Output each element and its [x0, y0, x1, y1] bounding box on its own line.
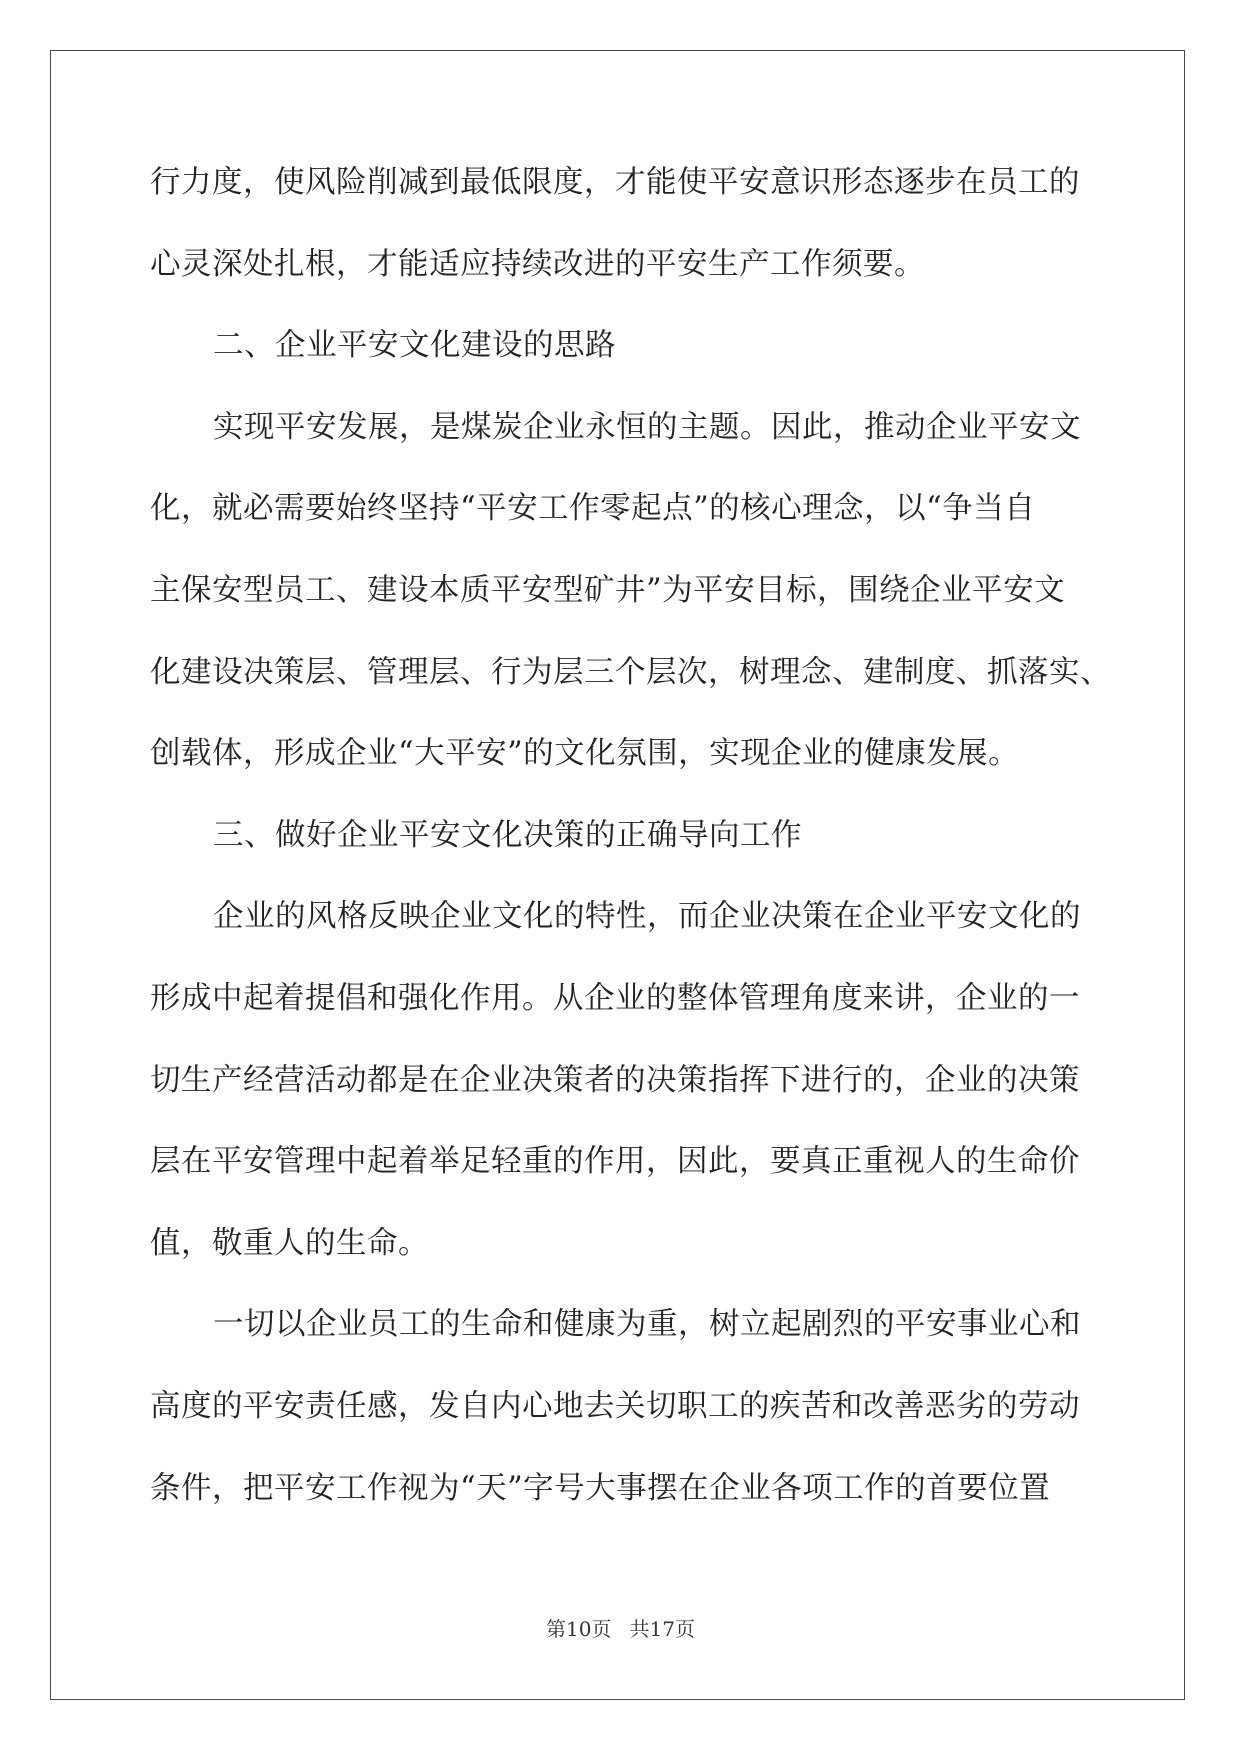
section-heading: 三、做好企业平安文化决策的正确导向工作 — [213, 817, 802, 853]
text-line: 实现平安发展，是煤炭企业永恒的主题。因此，推动企业平安文 — [213, 409, 1081, 445]
text-line: 一切以企业员工的生命和健康为重，树立起剧烈的平安事业心和 — [213, 1307, 1081, 1343]
text-line: 化建设决策层、管理层、行为层三个层次，树理念、建制度、抓落实、 — [150, 654, 1111, 690]
text-line: 层在平安管理中起着举足轻重的作用，因此，要真正重视人的生命价 — [150, 1144, 1080, 1180]
text-line: 创载体，形成企业“大平安”的文化氛围，实现企业的健康发展。 — [150, 736, 1020, 772]
text-line: 行力度，使风险削减到最低限度，才能使平安意识形态逐步在员工的 — [150, 165, 1080, 200]
document-body — [150, 158, 1111, 1545]
text-line: 切生产经营活动都是在企业决策者的决策指挥下进行的，企业的决策 — [150, 1062, 1080, 1098]
page-footer — [0, 1613, 1241, 1642]
text-line: 高度的平安责任感，发自内心地去关切职工的疾苦和改善恶劣的劳动 — [150, 1388, 1080, 1424]
text-line: 条件，把平安工作视为“天”字号大事摆在企业各项工作的首要位置 — [150, 1470, 1051, 1506]
text-line: 心灵深处扎根，才能适应持续改进的平安生产工作须要。 — [150, 246, 925, 282]
text-line: 形成中起着提倡和强化作用。从企业的整体管理角度来讲，企业的一 — [150, 980, 1080, 1016]
page-number: 第10页 — [546, 1617, 612, 1641]
page-total: 共17页 — [629, 1617, 695, 1641]
text-line: 企业的风格反映企业文化的特性，而企业决策在企业平安文化的 — [213, 899, 1081, 935]
text-line: 值，敬重人的生命。 — [150, 1225, 429, 1261]
text-line: 化，就必需要始终坚持“平安工作零起点”的核心理念，以“争当自 — [150, 491, 1036, 527]
text-line: 主保安型员工、建设本质平安型矿井”为平安目标，围绕企业平安文 — [150, 572, 1066, 608]
section-heading: 二、企业平安文化建设的思路 — [213, 328, 616, 364]
